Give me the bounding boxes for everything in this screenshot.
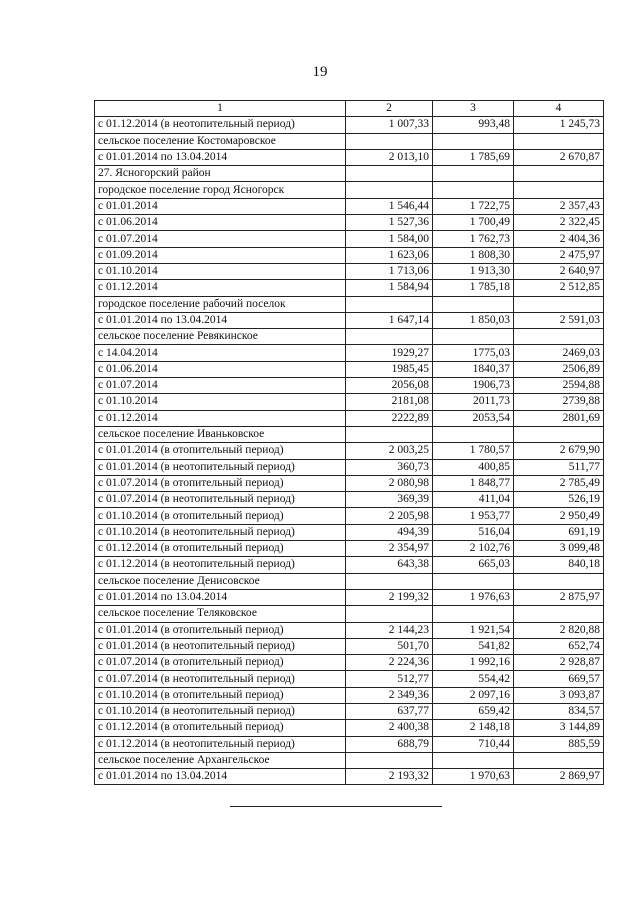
tariff-value-col3: 1 850,03 <box>433 312 514 328</box>
empty-cell <box>346 573 433 589</box>
tariff-value-col4: 2801,69 <box>514 410 604 426</box>
tariff-value-col3: 2053,54 <box>433 410 514 426</box>
period-label: с 01.12.2014 (в отопительный период) <box>95 720 346 736</box>
tariff-value-col3: 1 992,16 <box>433 655 514 671</box>
tariff-value-col2: 688,79 <box>346 736 433 752</box>
tariff-value-col3: 2011,73 <box>433 394 514 410</box>
section-row <box>95 752 604 768</box>
tariff-value-col2: 1 647,14 <box>346 312 433 328</box>
tariff-value-col2: 2 080,98 <box>346 475 433 491</box>
tariff-value-col4: 3 099,48 <box>514 541 604 557</box>
period-label: с 01.01.2014 по 13.04.2014 <box>95 589 346 605</box>
column-header: 2 <box>346 101 433 117</box>
tariff-value-col3: 1 785,69 <box>433 149 514 165</box>
table-row <box>95 622 604 638</box>
table-row <box>95 589 604 605</box>
section-row <box>95 329 604 345</box>
tariff-value-col3: 1 785,18 <box>433 280 514 296</box>
section-row <box>95 426 604 442</box>
tariff-value-col4: 1 245,73 <box>514 117 604 133</box>
empty-cell <box>346 182 433 198</box>
section-label: сельское поселение Костомаровское <box>95 133 346 149</box>
empty-cell <box>514 182 604 198</box>
section-label: сельское поселение Денисовское <box>95 573 346 589</box>
empty-cell <box>433 166 514 182</box>
period-label: с 01.12.2014 <box>95 280 346 296</box>
period-label: с 01.07.2014 <box>95 378 346 394</box>
tariff-value-col4: 3 093,87 <box>514 687 604 703</box>
tariff-value-col3: 993,48 <box>433 117 514 133</box>
tariff-value-col2: 1 623,06 <box>346 247 433 263</box>
tariff-table <box>94 100 604 785</box>
table-row <box>95 247 604 263</box>
tariff-value-col3: 1 921,54 <box>433 622 514 638</box>
tariff-value-col4: 840,18 <box>514 557 604 573</box>
page-number: 19 <box>312 64 328 80</box>
table-row <box>95 671 604 687</box>
table-row <box>95 475 604 491</box>
tariff-value-col4: 2 679,90 <box>514 443 604 459</box>
table-row <box>95 231 604 247</box>
period-label: с 01.01.2014 (в неотопительный период) <box>95 459 346 475</box>
table-row <box>95 638 604 654</box>
table-row <box>95 198 604 214</box>
tariff-value-col2: 2181,08 <box>346 394 433 410</box>
empty-cell <box>433 133 514 149</box>
table-row <box>95 117 604 133</box>
tariff-value-col2: 2 354,97 <box>346 541 433 557</box>
tariff-value-col2: 2056,08 <box>346 378 433 394</box>
period-label: с 01.10.2014 (в неотопительный период) <box>95 524 346 540</box>
section-label: сельское поселение Архангельское <box>95 752 346 768</box>
section-row <box>95 182 604 198</box>
tariff-value-col3: 1 700,49 <box>433 215 514 231</box>
period-label: с 01.12.2014 <box>95 410 346 426</box>
empty-cell <box>346 426 433 442</box>
empty-cell <box>346 296 433 312</box>
tariff-value-col3: 1 913,30 <box>433 263 514 279</box>
period-label: с 01.12.2014 (в неотопительный период) <box>95 736 346 752</box>
empty-cell <box>433 329 514 345</box>
tariff-value-col2: 637,77 <box>346 703 433 719</box>
tariff-value-col3: 710,44 <box>433 736 514 752</box>
table-row <box>95 280 604 296</box>
tariff-value-col3: 1 762,73 <box>433 231 514 247</box>
tariff-value-col4: 526,19 <box>514 492 604 508</box>
section-row <box>95 166 604 182</box>
tariff-value-col4: 2 640,97 <box>514 263 604 279</box>
table-row <box>95 312 604 328</box>
table-row <box>95 378 604 394</box>
period-label: с 01.12.2014 (в неотопительный период) <box>95 557 346 573</box>
tariff-value-col4: 2469,03 <box>514 345 604 361</box>
tariff-value-col4: 2 591,03 <box>514 312 604 328</box>
tariff-value-col3: 2 097,16 <box>433 687 514 703</box>
tariff-value-col2: 1 007,33 <box>346 117 433 133</box>
tariff-value-col4: 3 144,89 <box>514 720 604 736</box>
tariff-value-col2: 2 400,38 <box>346 720 433 736</box>
empty-cell <box>433 426 514 442</box>
tariff-value-col4: 885,59 <box>514 736 604 752</box>
table-row <box>95 492 604 508</box>
tariff-value-col4: 2 875,97 <box>514 589 604 605</box>
empty-cell <box>514 296 604 312</box>
table-row <box>95 769 604 785</box>
table-row <box>95 410 604 426</box>
period-label: с 01.07.2014 (в неотопительный период) <box>95 671 346 687</box>
tariff-value-col2: 1 527,36 <box>346 215 433 231</box>
section-label: сельское поселение Ревякинское <box>95 329 346 345</box>
tariff-value-col3: 554,42 <box>433 671 514 687</box>
empty-cell <box>433 573 514 589</box>
empty-cell <box>514 329 604 345</box>
tariff-value-col2: 2 349,36 <box>346 687 433 703</box>
tariff-value-col3: 1775,03 <box>433 345 514 361</box>
table-row <box>95 541 604 557</box>
period-label: с 01.10.2014 (в отопительный период) <box>95 687 346 703</box>
empty-cell <box>346 166 433 182</box>
period-label: с 01.09.2014 <box>95 247 346 263</box>
empty-cell <box>433 296 514 312</box>
tariff-value-col2: 494,39 <box>346 524 433 540</box>
period-label: с 01.01.2014 (в отопительный период) <box>95 622 346 638</box>
table-row <box>95 524 604 540</box>
period-label: с 01.01.2014 (в неотопительный период) <box>95 638 346 654</box>
empty-cell <box>346 606 433 622</box>
period-label: с 01.06.2014 <box>95 215 346 231</box>
tariff-value-col2: 369,39 <box>346 492 433 508</box>
period-label: с 14.04.2014 <box>95 345 346 361</box>
period-label: с 01.01.2014 по 13.04.2014 <box>95 149 346 165</box>
empty-cell <box>346 752 433 768</box>
tariff-value-col4: 2 670,87 <box>514 149 604 165</box>
tariff-value-col2: 2222,89 <box>346 410 433 426</box>
table-row <box>95 149 604 165</box>
tariff-value-col3: 541,82 <box>433 638 514 654</box>
period-label: с 01.06.2014 <box>95 361 346 377</box>
period-label: с 01.07.2014 (в отопительный период) <box>95 655 346 671</box>
period-label: с 01.10.2014 (в отопительный период) <box>95 508 346 524</box>
tariff-value-col3: 1840,37 <box>433 361 514 377</box>
period-label: с 01.10.2014 <box>95 263 346 279</box>
period-label: с 01.01.2014 по 13.04.2014 <box>95 769 346 785</box>
tariff-value-col2: 2 003,25 <box>346 443 433 459</box>
empty-cell <box>433 182 514 198</box>
tariff-value-col2: 1 546,44 <box>346 198 433 214</box>
empty-cell <box>433 752 514 768</box>
table-row <box>95 394 604 410</box>
period-label: с 01.01.2014 (в отопительный период) <box>95 443 346 459</box>
tariff-value-col4: 2 785,49 <box>514 475 604 491</box>
table-row <box>95 443 604 459</box>
period-label: с 01.01.2014 по 13.04.2014 <box>95 312 346 328</box>
tariff-value-col2: 512,77 <box>346 671 433 687</box>
table-row <box>95 736 604 752</box>
tariff-value-col2: 643,38 <box>346 557 433 573</box>
table-row <box>95 557 604 573</box>
period-label: с 01.07.2014 (в неотопительный период) <box>95 492 346 508</box>
period-label: с 01.07.2014 (в отопительный период) <box>95 475 346 491</box>
period-label: с 01.01.2014 <box>95 198 346 214</box>
tariff-value-col3: 411,04 <box>433 492 514 508</box>
tariff-value-col3: 2 148,18 <box>433 720 514 736</box>
tariff-value-col2: 1 584,00 <box>346 231 433 247</box>
section-label: городское поселение рабочий поселок <box>95 296 346 312</box>
tariff-value-col4: 2 404,36 <box>514 231 604 247</box>
empty-cell <box>346 133 433 149</box>
tariff-value-col4: 2 950,49 <box>514 508 604 524</box>
column-header: 3 <box>433 101 514 117</box>
table-row <box>95 655 604 671</box>
section-row <box>95 573 604 589</box>
tariff-value-col2: 2 013,10 <box>346 149 433 165</box>
tariff-value-col2: 1 584,94 <box>346 280 433 296</box>
period-label: с 01.10.2014 (в неотопительный период) <box>95 703 346 719</box>
section-label: 27. Ясногорский район <box>95 166 346 182</box>
table-row <box>95 720 604 736</box>
empty-cell <box>514 166 604 182</box>
period-label: с 01.12.2014 (в неотопительный период) <box>95 117 346 133</box>
tariff-value-col2: 2 224,36 <box>346 655 433 671</box>
tariff-value-col4: 2 512,85 <box>514 280 604 296</box>
table-header-row <box>95 101 604 117</box>
empty-cell <box>346 329 433 345</box>
table-row <box>95 508 604 524</box>
tariff-value-col3: 1 780,57 <box>433 443 514 459</box>
table-row <box>95 263 604 279</box>
tariff-value-col3: 1 808,30 <box>433 247 514 263</box>
section-label: сельское поселение Иваньковское <box>95 426 346 442</box>
empty-cell <box>514 573 604 589</box>
empty-cell <box>514 606 604 622</box>
tariff-value-col4: 2 357,43 <box>514 198 604 214</box>
empty-cell <box>514 133 604 149</box>
tariff-value-col3: 1 976,63 <box>433 589 514 605</box>
tariff-value-col2: 501,70 <box>346 638 433 654</box>
tariff-value-col4: 834,57 <box>514 703 604 719</box>
tariff-value-col4: 691,19 <box>514 524 604 540</box>
period-label: с 01.07.2014 <box>95 231 346 247</box>
tariff-value-col3: 1906,73 <box>433 378 514 394</box>
empty-cell <box>514 752 604 768</box>
section-row <box>95 296 604 312</box>
table-row <box>95 459 604 475</box>
empty-cell <box>433 606 514 622</box>
tariff-value-col3: 1 970,63 <box>433 769 514 785</box>
tariff-value-col3: 659,42 <box>433 703 514 719</box>
tariff-value-col2: 1929,27 <box>346 345 433 361</box>
tariff-value-col2: 360,73 <box>346 459 433 475</box>
tariff-value-col2: 1 713,06 <box>346 263 433 279</box>
tariff-value-col4: 652,74 <box>514 638 604 654</box>
tariff-value-col3: 1 722,75 <box>433 198 514 214</box>
tariff-value-col2: 2 144,23 <box>346 622 433 638</box>
tariff-value-col4: 2 928,87 <box>514 655 604 671</box>
table-row <box>95 703 604 719</box>
table-row <box>95 345 604 361</box>
section-label: городское поселение город Ясногорск <box>95 182 346 198</box>
tariff-value-col2: 2 205,98 <box>346 508 433 524</box>
tariff-value-col3: 1 848,77 <box>433 475 514 491</box>
tariff-value-col2: 1985,45 <box>346 361 433 377</box>
tariff-value-col4: 2 475,97 <box>514 247 604 263</box>
section-row <box>95 606 604 622</box>
tariff-value-col3: 665,03 <box>433 557 514 573</box>
table-body <box>95 117 604 785</box>
tariff-value-col2: 2 199,32 <box>346 589 433 605</box>
tariff-value-col3: 400,85 <box>433 459 514 475</box>
table-row <box>95 215 604 231</box>
table-row <box>95 687 604 703</box>
tariff-value-col4: 2 869,97 <box>514 769 604 785</box>
tariff-value-col4: 2739,88 <box>514 394 604 410</box>
tariff-value-col4: 511,77 <box>514 459 604 475</box>
tariff-value-col4: 2594,88 <box>514 378 604 394</box>
tariff-value-col3: 516,04 <box>433 524 514 540</box>
table-row <box>95 361 604 377</box>
empty-cell <box>514 426 604 442</box>
tariff-value-col2: 2 193,32 <box>346 769 433 785</box>
period-label: с 01.10.2014 <box>95 394 346 410</box>
tariff-value-col4: 669,57 <box>514 671 604 687</box>
footer-divider <box>230 806 442 807</box>
tariff-value-col3: 1 953,77 <box>433 508 514 524</box>
tariff-value-col3: 2 102,76 <box>433 541 514 557</box>
section-row <box>95 133 604 149</box>
tariff-value-col4: 2 820,88 <box>514 622 604 638</box>
column-header: 4 <box>514 101 604 117</box>
column-header: 1 <box>95 101 346 117</box>
section-label: сельское поселение Теляковское <box>95 606 346 622</box>
period-label: с 01.12.2014 (в отопительный период) <box>95 541 346 557</box>
tariff-value-col4: 2506,89 <box>514 361 604 377</box>
tariff-value-col4: 2 322,45 <box>514 215 604 231</box>
